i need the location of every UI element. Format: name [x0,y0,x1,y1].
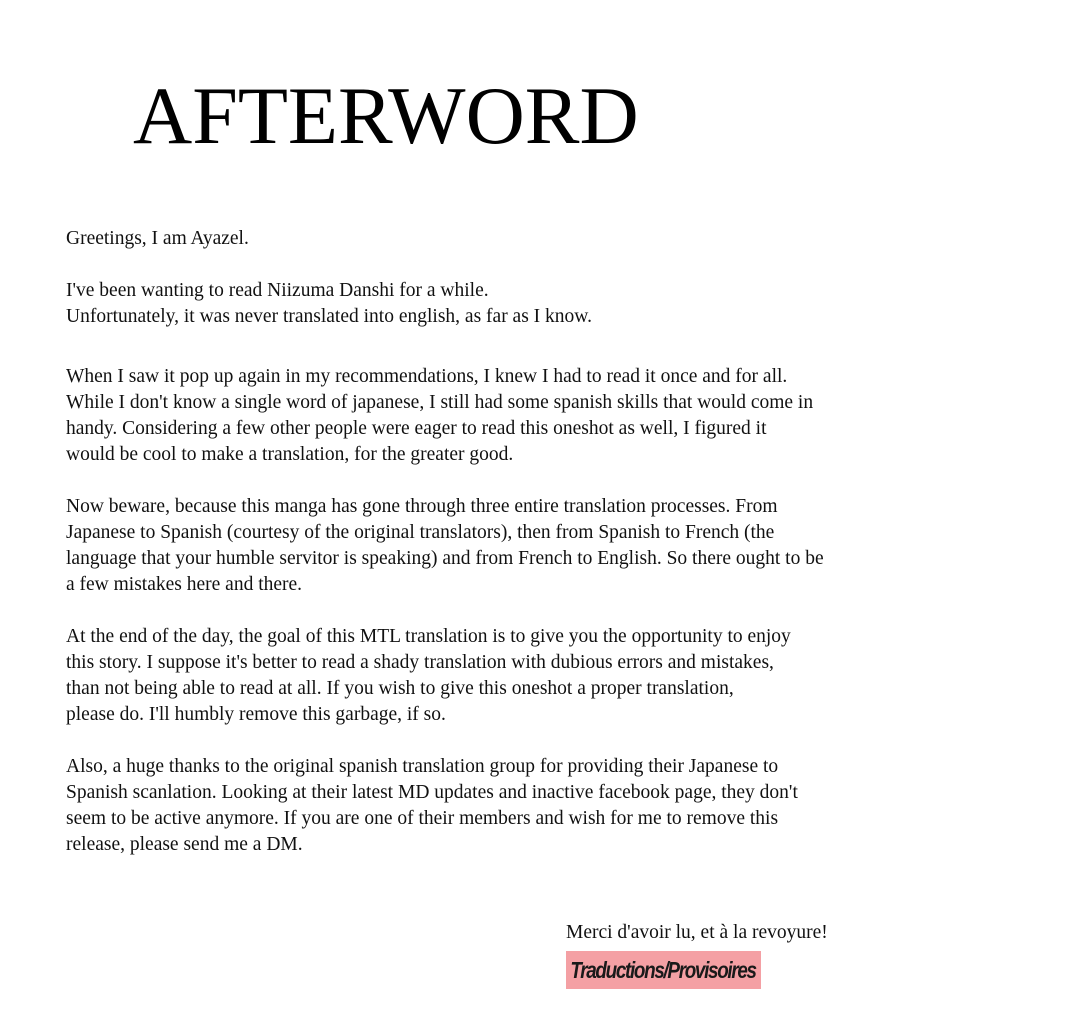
group-logo-badge [566,951,761,989]
text-line: than not being able to read at all. If you wish to give this oneshot a proper translation, [66,678,734,699]
group-name-label: Traductions/Provisoires [570,956,757,983]
text-line: At the end of the day, the goal of this MTL translation is to give you the opportunity to enjoy [66,626,791,647]
paragraph-greeting [66,226,886,252]
paragraph-intro [66,278,886,330]
text-line: seem to be active anymore. If you are one of their members and wish for me to remove this [66,808,779,829]
paragraph-warning [66,494,886,598]
text-line: handy. Considering a few other people were eager to read this oneshot as well, I figured it [66,418,767,439]
text-line: release, please send me a DM. [66,834,303,855]
text-line: Also, a huge thanks to the original spanish translation group for providing their Japanese to [66,756,779,777]
page-title: AFTERWORD [133,70,639,161]
text-line: a few mistakes here and there. [66,574,303,595]
text-line: please do. I'll humbly remove this garbage, if so. [66,704,446,725]
afterword-body [66,226,886,858]
closing-message: Merci d'avoir lu, et à la revoyure! [566,922,828,943]
text-line: Spanish scanlation. Looking at their latest MD updates and inactive facebook page, they don't [66,782,798,803]
text-line: While I don't know a single word of japanese, I still had some spanish skills that would come in [66,392,814,413]
text-line: When I saw it pop up again in my recommendations, I knew I had to read it once and for all. [66,366,788,387]
paragraph-goal [66,624,886,728]
text-line: Greetings, I am Ayazel. [66,228,249,249]
paragraph-thanks [66,754,886,858]
text-line: this story. I suppose it's better to read a shady translation with dubious errors and mistakes, [66,652,774,673]
text-line: would be cool to make a translation, for the greater good. [66,444,514,465]
text-line: I've been wanting to read Niizuma Danshi for a while. [66,280,489,301]
text-line: Japanese to Spanish (courtesy of the original translators), then from Spanish to French (the [66,522,775,543]
text-line: language that your humble servitor is speaking) and from French to English. So there ought to be [66,548,824,569]
text-line: Now beware, because this manga has gone through three entire translation processes. From [66,496,778,517]
paragraph-motivation [66,364,886,468]
text-line: Unfortunately, it was never translated into english, as far as I know. [66,306,592,327]
